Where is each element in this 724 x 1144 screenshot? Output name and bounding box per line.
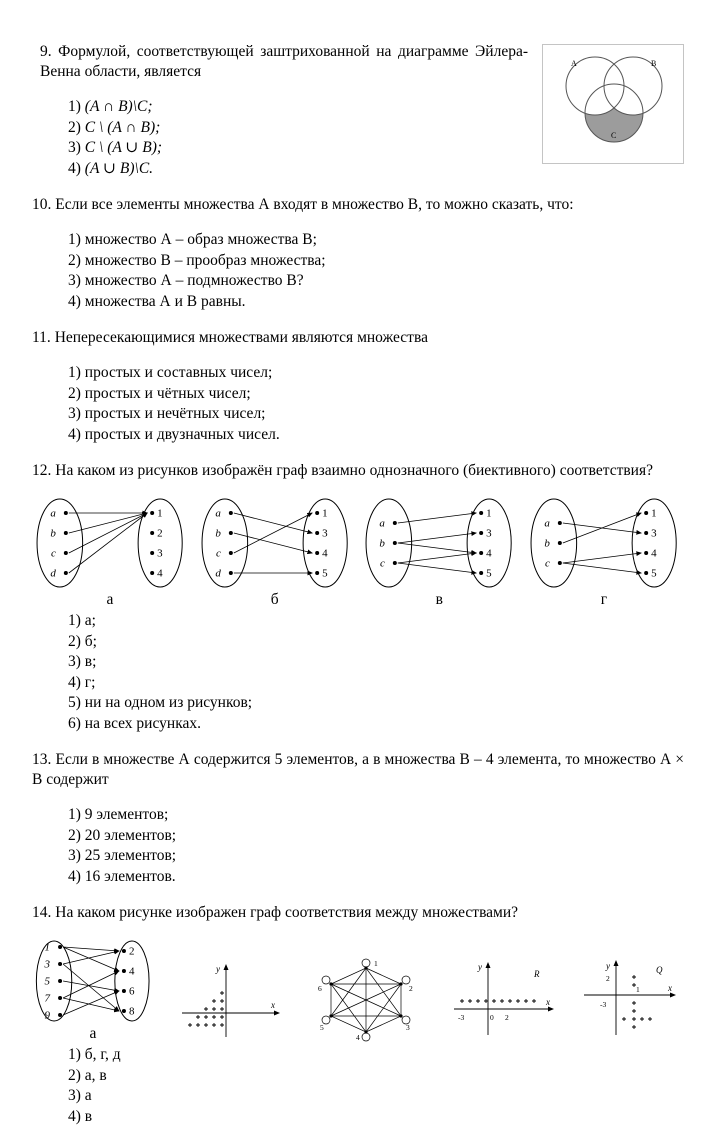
- lattice-points: [188, 991, 224, 1027]
- option: 2) простых и чётных чисел;: [68, 384, 251, 402]
- svg-text:a: a: [214, 507, 221, 520]
- question-number: 10.: [32, 195, 52, 213]
- question-number: 9.: [40, 42, 52, 60]
- svg-text:4: 4: [321, 547, 328, 560]
- question-11-options: [68, 363, 684, 445]
- option: 6) на всех рисунках.: [68, 714, 201, 732]
- svg-text:c: c: [380, 557, 386, 570]
- svg-text:c: c: [215, 547, 221, 560]
- svg-text:1: 1: [486, 507, 492, 520]
- vertex-loop: [362, 959, 370, 967]
- option: 2) 20 элементов;: [68, 826, 177, 844]
- x-tick: 0: [490, 1013, 494, 1022]
- option-formula: C \ (A ∩ B);: [84, 118, 161, 136]
- svg-text:5: 5: [651, 567, 657, 580]
- q14-figure-g: [448, 957, 558, 1043]
- venn-label-c: C: [611, 130, 617, 140]
- svg-text:a: a: [544, 517, 550, 530]
- option-number: 1): [68, 98, 81, 115]
- sets-mapping-figure: [34, 938, 152, 1024]
- option: 1) простых и составных чисел;: [68, 364, 273, 381]
- q12-figure-a: [34, 496, 186, 609]
- axes-relation-r-figure: [448, 957, 558, 1043]
- q14-figure-a: [34, 938, 152, 1043]
- question-text: Формулой, соответствующей заштрихованной на диаграмме Эйлера-Венна области, является: [40, 42, 528, 80]
- option-formula: C \ (A ∪ B);: [84, 139, 163, 156]
- question-11: [32, 328, 684, 446]
- question-text: Если в множестве А содержится 5 элементов, а в множества В – 4 элемента, то множество А × В содержит: [32, 750, 685, 788]
- vertex-loop: [402, 976, 410, 984]
- question-number: 12.: [32, 461, 52, 479]
- q12-figure-b: [199, 496, 351, 609]
- q14-figure-v: [306, 955, 426, 1043]
- svg-text:5: 5: [44, 975, 51, 988]
- figure-label: а: [106, 591, 114, 608]
- svg-text:b: b: [544, 537, 550, 550]
- option: 3) 25 элементов;: [68, 847, 177, 864]
- bipartite-graph-g: [528, 496, 680, 590]
- question-text: На каком из рисунков изображён граф взаимно однозначного (биективного) соответствия?: [55, 461, 653, 479]
- bipartite-graph-a: [34, 496, 186, 590]
- figure-label: а: [89, 1025, 97, 1042]
- option: 2) множество В – прообраз множества;: [68, 251, 326, 269]
- graph-edges: [331, 968, 401, 1032]
- question-number: 13.: [32, 750, 52, 768]
- question-10: [32, 195, 684, 313]
- svg-text:3: 3: [486, 527, 492, 540]
- svg-text:b: b: [379, 537, 386, 550]
- venn-svg: [543, 45, 683, 163]
- svg-text:d: d: [214, 567, 221, 580]
- question-number: 14.: [32, 903, 52, 921]
- option-number: 2): [68, 118, 81, 136]
- option: 3) а: [68, 1087, 92, 1104]
- option: 2) б;: [68, 632, 97, 650]
- x-axis-arrow: [548, 1007, 554, 1012]
- svg-text:b: b: [214, 527, 221, 540]
- x-axis-arrow: [274, 1011, 280, 1016]
- svg-text:c: c: [50, 547, 56, 560]
- q12-figure-v: [363, 496, 515, 609]
- option-formula: (A ∩ B)\C;: [84, 98, 153, 115]
- svg-text:5: 5: [321, 567, 328, 580]
- option: 3) в;: [68, 653, 97, 670]
- svg-text:6: 6: [128, 985, 135, 998]
- question-12-options: [68, 611, 684, 734]
- relation-name: Q: [656, 965, 663, 975]
- option: 5) ни на одном из рисунков;: [68, 694, 253, 711]
- point-column: [622, 975, 652, 1029]
- question-9: [32, 42, 684, 180]
- option: 4) г;: [68, 673, 96, 691]
- vertex-label: 6: [318, 984, 322, 993]
- option: 4) 16 элементов.: [68, 867, 176, 885]
- option: 1) б, г, д: [68, 1046, 121, 1063]
- svg-text:c: c: [544, 557, 550, 570]
- q14-figure-b: [174, 957, 284, 1043]
- x-axis-label: х: [271, 1000, 275, 1010]
- y-axis-arrow: [486, 962, 491, 968]
- figure-label: в: [435, 591, 443, 608]
- question-text: На каком рисунке изображен граф соответствия между множествами?: [55, 903, 519, 921]
- question-13: [32, 750, 684, 888]
- svg-text:7: 7: [44, 992, 51, 1005]
- vertex-label: 5: [320, 1023, 324, 1032]
- option: 2) а, в: [68, 1066, 107, 1084]
- x-axis-label: х: [546, 997, 550, 1007]
- y-tick: -3: [600, 1000, 607, 1009]
- option: 4) множества А и В равны.: [68, 292, 246, 310]
- svg-text:3: 3: [44, 958, 51, 971]
- svg-text:d: d: [50, 567, 56, 580]
- option: 1) множество А – образ множества В;: [68, 231, 317, 248]
- question-13-text: [32, 750, 684, 790]
- svg-text:1: 1: [651, 507, 657, 520]
- bipartite-graph-v: [363, 496, 515, 590]
- y-axis-label: у: [216, 964, 220, 974]
- option-formula: (A ∪ B)\C.: [84, 159, 154, 177]
- bipartite-graph-b: [199, 496, 351, 590]
- q14-figure-d: [580, 957, 680, 1043]
- vertex-loop: [362, 1033, 370, 1041]
- venn-diagram-figure: [542, 44, 684, 164]
- vertex-label: 4: [356, 1033, 360, 1042]
- option: 4) простых и двузначных чисел.: [68, 425, 280, 443]
- figure-label: б: [270, 591, 279, 608]
- svg-text:9: 9: [44, 1009, 51, 1022]
- relation-name: R: [534, 969, 540, 979]
- question-number: 11.: [32, 328, 51, 346]
- vertex-label: 1: [374, 959, 378, 968]
- question-10-text: [32, 195, 684, 215]
- option: 3) множество А – подмножество В?: [68, 272, 304, 289]
- y-axis-label: у: [478, 962, 482, 972]
- svg-text:5: 5: [486, 567, 492, 580]
- question-12-text: [32, 461, 684, 481]
- question-11-text: [32, 328, 684, 348]
- x-tick: 2: [505, 1013, 509, 1022]
- option: 3) простых и нечётных чисел;: [68, 405, 266, 422]
- vertex-loop: [322, 976, 330, 984]
- x-tick: -3: [458, 1013, 465, 1022]
- complete-graph-figure: [306, 955, 426, 1043]
- x-axis-arrow: [670, 993, 676, 998]
- y-tick: 2: [606, 974, 610, 983]
- svg-text:3: 3: [157, 547, 163, 560]
- axes-lattice-figure: [174, 957, 284, 1043]
- question-14: [32, 903, 684, 1128]
- question-10-options: [68, 230, 684, 312]
- svg-text:a: a: [50, 507, 56, 520]
- svg-text:1: 1: [321, 507, 328, 520]
- option-number: 4): [68, 159, 81, 177]
- svg-text:2: 2: [157, 527, 163, 540]
- y-axis-arrow: [224, 964, 229, 970]
- q14-figure-row: [34, 938, 680, 1043]
- q12-figure-g: [528, 496, 680, 609]
- svg-text:4: 4: [157, 567, 163, 580]
- figure-label: г: [600, 591, 608, 608]
- y-axis-arrow: [614, 960, 619, 966]
- option: 1) а;: [68, 612, 96, 629]
- svg-text:1: 1: [157, 507, 163, 520]
- option: 4) в: [68, 1107, 93, 1125]
- question-14-options: [68, 1045, 684, 1127]
- svg-text:4: 4: [486, 547, 492, 560]
- q12-figure-row: [34, 496, 680, 609]
- svg-text:4: 4: [651, 547, 657, 560]
- question-13-options: [68, 805, 684, 887]
- svg-text:3: 3: [651, 527, 657, 540]
- x-tick: 1: [636, 985, 640, 994]
- option: 1) 9 элементов;: [68, 806, 169, 823]
- question-text: Если все элементы множества А входят в множество В, то можно сказать, что:: [55, 195, 574, 213]
- svg-text:2: 2: [128, 945, 135, 958]
- svg-text:1: 1: [44, 941, 51, 954]
- point-row: [460, 999, 536, 1003]
- option-number: 3): [68, 139, 81, 156]
- y-axis-label: у: [606, 961, 610, 971]
- svg-text:8: 8: [128, 1005, 135, 1018]
- x-axis-label: х: [668, 983, 672, 993]
- svg-text:a: a: [379, 517, 386, 530]
- svg-text:4: 4: [128, 965, 135, 978]
- vertex-label: 2: [409, 984, 413, 993]
- svg-text:3: 3: [321, 527, 328, 540]
- venn-label-a: A: [571, 58, 577, 68]
- venn-label-b: B: [651, 58, 657, 68]
- vertex-label: 3: [406, 1023, 410, 1032]
- svg-text:b: b: [50, 527, 56, 540]
- question-12: [32, 461, 684, 735]
- question-text: Непересекающимися множествами являются множества: [54, 328, 428, 346]
- question-14-text: [32, 903, 684, 923]
- axes-relation-q-figure: [580, 957, 680, 1043]
